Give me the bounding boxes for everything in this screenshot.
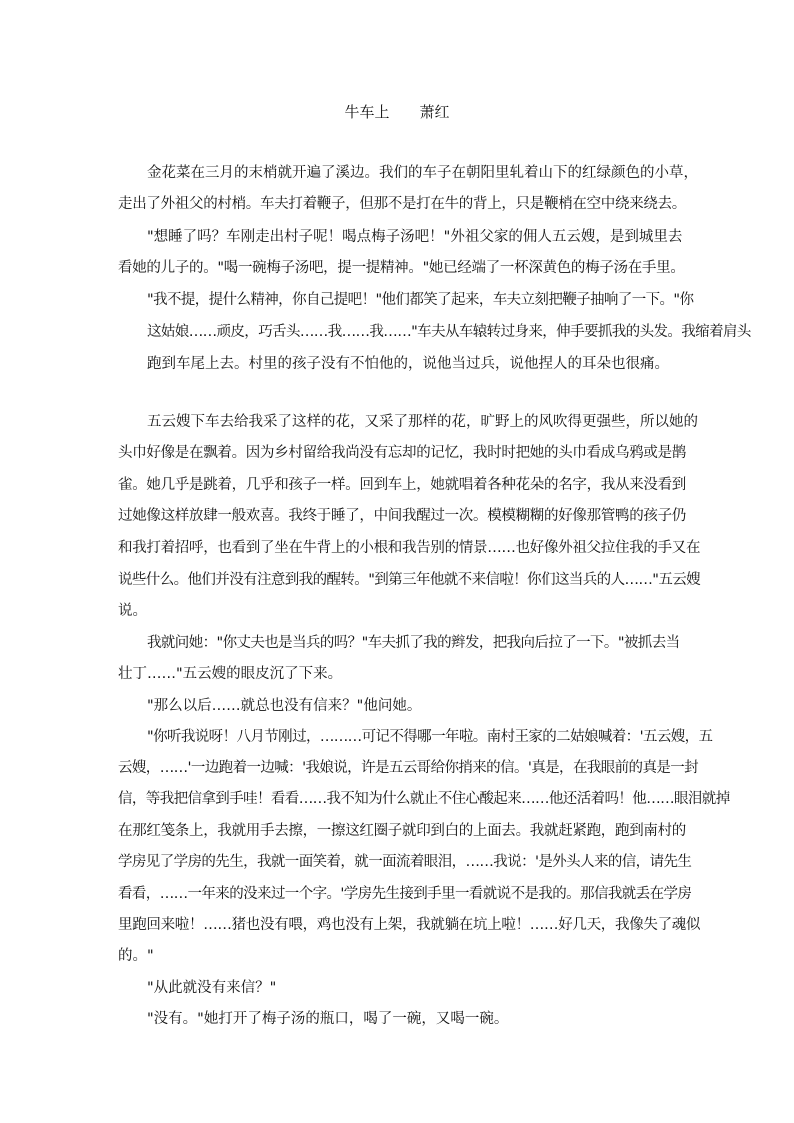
text-line: 走出了外祖父的村梢。车夫打着鞭子，但那不是打在牛的背上，只是鞭梢在空中绕来绕去。 xyxy=(118,196,686,212)
text-line: 的。" xyxy=(118,948,154,964)
text-line: 信，等我把信拿到手哇！看看……我不知为什么就止不住心酸起来……他还活着吗！他……眼泪就掉 xyxy=(118,791,730,807)
text-line: 我就问她："你丈夫也是当兵的吗？"车夫抓了我的辫发，把我向后拉了一下。"被抓去当 xyxy=(147,635,680,651)
text-line: 过她像这样放肆一般欢喜。我终于睡了，中间我醒过一次。模模糊糊的好像那管鸭的孩子仍 xyxy=(118,508,686,524)
text-line: "想睡了吗？车刚走出村子呢！喝点梅子汤吧！"外祖父家的佣人五云嫂，是到城里去 xyxy=(147,229,683,245)
text-line: "从此就没有来信？" xyxy=(147,980,277,996)
text-line: 跑到车尾上去。村里的孩子没有不怕他的，说他当过兵，说他捏人的耳朵也很痛。 xyxy=(147,356,669,372)
text-line: "你听我说呀！八月节刚过，………可记不得哪一年啦。南村王家的二姑娘喊着：'五云嫂，五 xyxy=(147,729,713,745)
text-line: 这姑娘……顽皮，巧舌头……我……我……"车夫从车辕转过身来，伸手要抓我的头发。我缩着肩头 xyxy=(147,324,751,340)
text-line: 在那红笺条上，我就用手去擦，一擦这红圈子就印到白的上面去。我就赶紧跑，跑到南村的 xyxy=(118,823,686,839)
text-line: 看她的儿子的。"喝一碗梅子汤吧，提一提精神。"她已经端了一杯深黄色的梅子汤在手里。 xyxy=(118,260,685,276)
text-line: 壮丁……"五云嫂的眼皮沉了下来。 xyxy=(118,666,343,682)
text-line: "没有。"她打开了梅子汤的瓶口，喝了一碗，又喝一碗。 xyxy=(147,1011,509,1027)
text-line: 学房见了学房的先生，我就一面笑着，就一面流着眼泪，……我说：'是外头人来的信，请先生 xyxy=(118,854,692,870)
text-line: 说。 xyxy=(118,603,147,619)
text-line: 说些什么。他们并没有注意到我的醒转。"到第三年他就不来信啦！你们这当兵的人……"五云嫂 xyxy=(118,572,701,588)
text-line: 金花菜在三月的末梢就开遍了溪边。我们的车子在朝阳里轧着山下的红绿颜色的小草， xyxy=(147,165,698,181)
text-line: 看看，……一年来的没来过一个字。'学房先生接到手里一看就说不是我的。那信我就丢在学房 xyxy=(118,886,692,902)
text-line: 雀。她几乎是跳着，几乎和孩子一样。回到车上，她就唱着各种花朵的名字，我从来没看到 xyxy=(118,477,686,493)
text-line: "那么以后……就总也没有信来？"他问她。 xyxy=(147,698,422,714)
text-line: 头巾好像是在飘着。因为乡村留给我尚没有忘却的记忆，我时时把她的头巾看成乌鸦或是鹊 xyxy=(118,445,686,461)
text-line: "我不提，提什么精神，你自己提吧！"他们都笑了起来，车夫立刻把鞭子抽响了一下。"你 xyxy=(147,292,694,308)
text-line: 五云嫂下车去给我采了这样的花，又采了那样的花，旷野上的风吹得更强些，所以她的 xyxy=(147,414,698,430)
document-title: 牛车上 萧红 xyxy=(344,103,450,121)
text-line: 云嫂，……'一边跑着一边喊：'我娘说，许是五云哥给你捎来的信。'真是，在我眼前的真是一封 xyxy=(118,760,699,776)
text-line: 和我打着招呼，也看到了坐在牛背上的小根和我告别的情景……也好像外祖父拉住我的手又在 xyxy=(118,540,701,556)
text-line: 里跑回来啦！……猪也没有喂，鸡也没有上架，我就躺在坑上啦！……好几天，我像失了魂似 xyxy=(118,917,701,933)
